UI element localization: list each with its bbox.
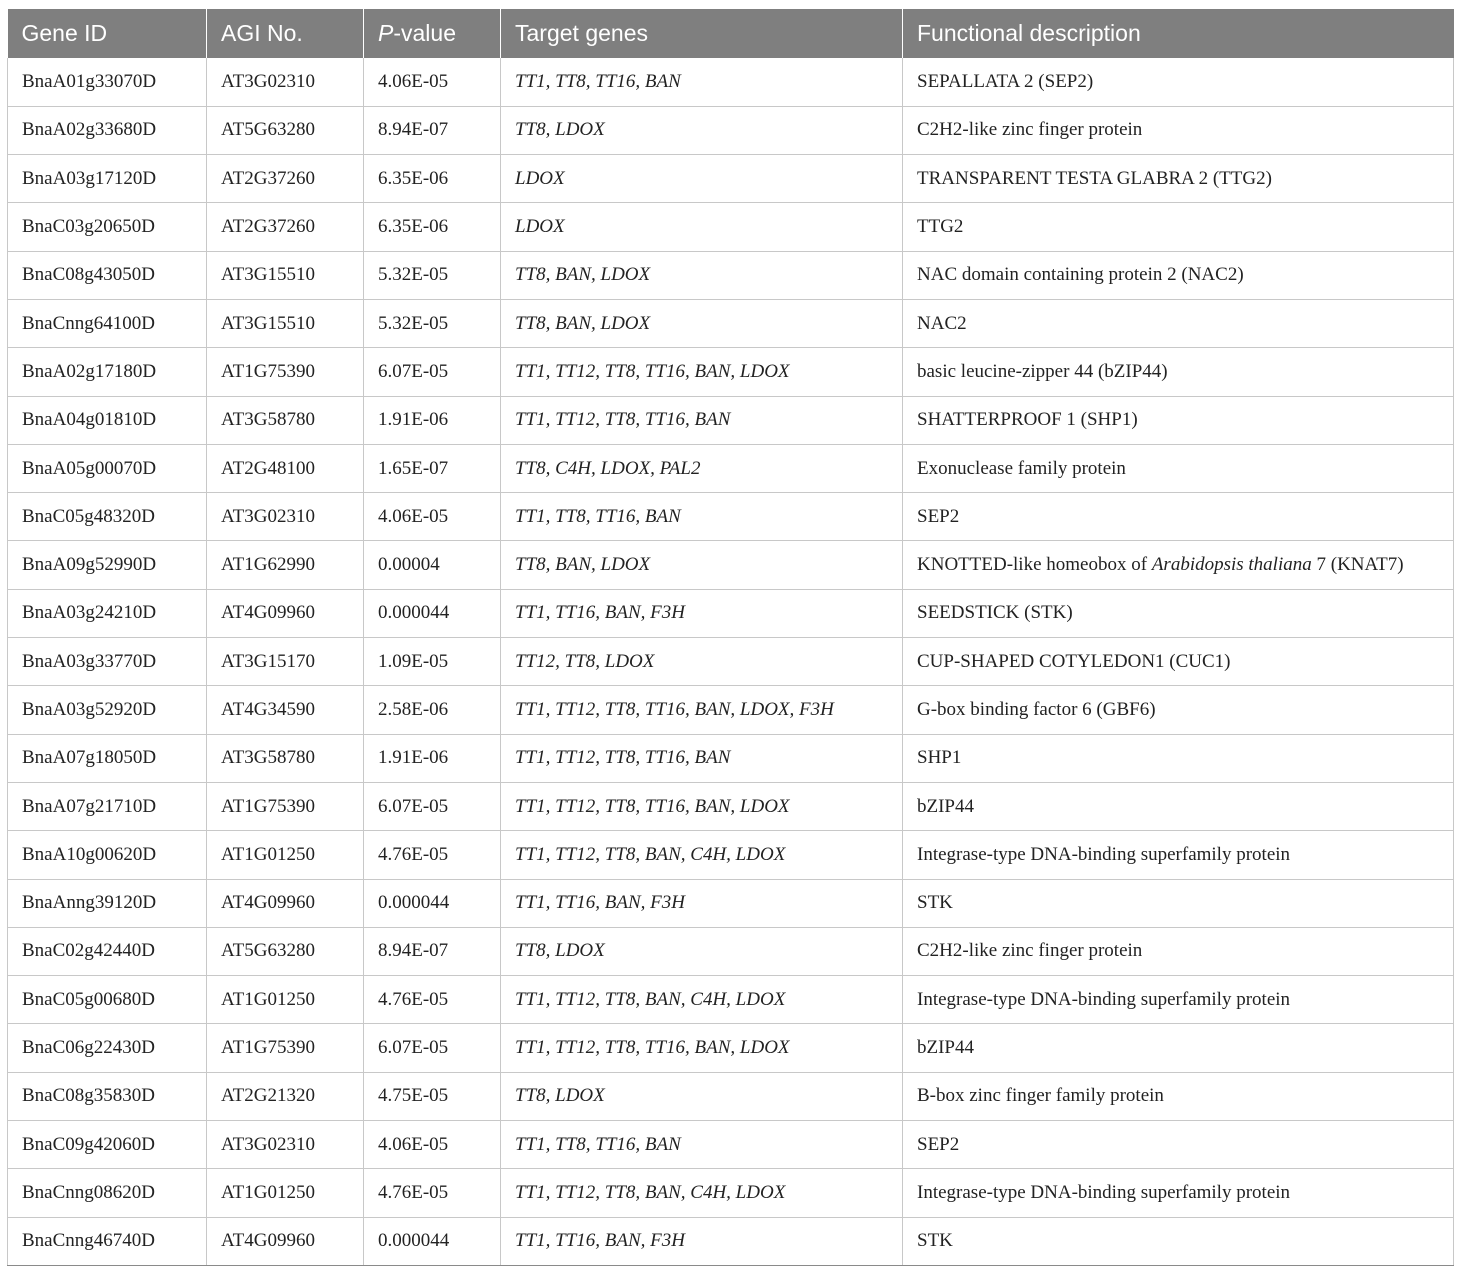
cell-functional-description <box>903 686 1454 734</box>
cell-gene-id: BnaA04g01810D <box>8 396 207 444</box>
cell-functional-description <box>903 493 1454 541</box>
description-text: bZIP44 <box>917 1037 974 1059</box>
cell-functional-description <box>903 734 1454 782</box>
cell-agi-no: AT3G15510 <box>207 299 364 347</box>
description-text: NAC2 <box>917 312 967 334</box>
cell-gene-id: BnaA02g33680D <box>8 106 207 154</box>
cell-gene-id: BnaA02g17180D <box>8 348 207 396</box>
cell-p-value: 5.32E-05 <box>364 299 501 347</box>
header-gene-id: Gene ID <box>8 9 207 58</box>
cell-p-value: 8.94E-07 <box>364 106 501 154</box>
description-text: bZIP44 <box>917 795 974 817</box>
cell-gene-id: BnaA07g21710D <box>8 782 207 830</box>
cell-functional-description <box>903 782 1454 830</box>
table-row <box>8 1217 1454 1265</box>
cell-functional-description <box>903 831 1454 879</box>
cell-gene-id: BnaAnng39120D <box>8 879 207 927</box>
cell-agi-no: AT3G15510 <box>207 251 364 299</box>
cell-functional-description <box>903 1024 1454 1072</box>
cell-functional-description <box>903 251 1454 299</box>
cell-functional-description <box>903 638 1454 686</box>
table-row <box>8 686 1454 734</box>
cell-agi-no: AT1G75390 <box>207 348 364 396</box>
cell-agi-no: AT2G48100 <box>207 444 364 492</box>
table-row <box>8 348 1454 396</box>
cell-p-value: 6.07E-05 <box>364 1024 501 1072</box>
cell-p-value: 0.000044 <box>364 589 501 637</box>
cell-target-genes: TT1, TT16, BAN, F3H <box>501 879 903 927</box>
cell-gene-id: BnaC02g42440D <box>8 927 207 975</box>
table-row <box>8 396 1454 444</box>
cell-agi-no: AT5G63280 <box>207 927 364 975</box>
cell-target-genes: TT8, LDOX <box>501 1072 903 1120</box>
table-row <box>8 927 1454 975</box>
cell-functional-description <box>903 1121 1454 1169</box>
table-row <box>8 58 1454 106</box>
cell-gene-id: BnaA10g00620D <box>8 831 207 879</box>
table-row <box>8 541 1454 589</box>
description-text: basic leucine-zipper 44 (bZIP44) <box>917 360 1168 382</box>
table-row <box>8 1072 1454 1120</box>
cell-p-value: 4.75E-05 <box>364 1072 501 1120</box>
cell-p-value: 2.58E-06 <box>364 686 501 734</box>
cell-target-genes: TT1, TT8, TT16, BAN <box>501 493 903 541</box>
table-row <box>8 1121 1454 1169</box>
table-row <box>8 1169 1454 1217</box>
table-row <box>8 976 1454 1024</box>
cell-target-genes: TT1, TT12, TT8, BAN, C4H, LDOX <box>501 1169 903 1217</box>
cell-functional-description <box>903 1217 1454 1265</box>
cell-functional-description <box>903 444 1454 492</box>
table-row <box>8 251 1454 299</box>
cell-p-value: 0.00004 <box>364 541 501 589</box>
table-row <box>8 155 1454 203</box>
cell-functional-description <box>903 396 1454 444</box>
header-target-genes: Target genes <box>501 9 903 58</box>
description-text: STK <box>917 1230 953 1252</box>
description-text: B-box zinc finger family protein <box>917 1085 1164 1107</box>
description-text: Integrase-type DNA-binding superfamily protein <box>917 843 1291 865</box>
description-text: NAC domain containing protein 2 (NAC2) <box>917 264 1244 286</box>
cell-target-genes: TT1, TT12, TT8, TT16, BAN, LDOX <box>501 1024 903 1072</box>
cell-agi-no: AT1G62990 <box>207 541 364 589</box>
cell-agi-no: AT2G37260 <box>207 203 364 251</box>
cell-p-value: 1.91E-06 <box>364 396 501 444</box>
cell-gene-id: BnaA03g24210D <box>8 589 207 637</box>
header-row <box>8 9 1454 58</box>
header-functional-description: Functional description <box>903 9 1454 58</box>
cell-gene-id: BnaA05g00070D <box>8 444 207 492</box>
cell-target-genes: TT8, BAN, LDOX <box>501 299 903 347</box>
cell-gene-id: BnaC08g35830D <box>8 1072 207 1120</box>
cell-target-genes: TT8, LDOX <box>501 927 903 975</box>
cell-target-genes: TT8, C4H, LDOX, PAL2 <box>501 444 903 492</box>
cell-gene-id: BnaC05g00680D <box>8 976 207 1024</box>
cell-functional-description <box>903 1072 1454 1120</box>
cell-p-value: 0.000044 <box>364 879 501 927</box>
cell-target-genes: TT1, TT8, TT16, BAN <box>501 58 903 106</box>
cell-agi-no: AT4G09960 <box>207 1217 364 1265</box>
cell-agi-no: AT1G01250 <box>207 831 364 879</box>
table-row <box>8 589 1454 637</box>
cell-agi-no: AT1G01250 <box>207 1169 364 1217</box>
cell-functional-description <box>903 299 1454 347</box>
cell-agi-no: AT3G58780 <box>207 396 364 444</box>
description-text: TTG2 <box>917 216 964 238</box>
cell-target-genes: TT8, BAN, LDOX <box>501 251 903 299</box>
cell-functional-description <box>903 589 1454 637</box>
description-text: SEP2 <box>917 505 960 527</box>
table-header <box>8 9 1454 58</box>
cell-p-value: 4.06E-05 <box>364 493 501 541</box>
cell-agi-no: AT1G01250 <box>207 976 364 1024</box>
cell-target-genes: TT1, TT16, BAN, F3H <box>501 1217 903 1265</box>
cell-p-value: 6.07E-05 <box>364 782 501 830</box>
cell-target-genes: TT1, TT12, TT8, BAN, C4H, LDOX <box>501 976 903 1024</box>
cell-p-value: 8.94E-07 <box>364 927 501 975</box>
cell-agi-no: AT1G75390 <box>207 782 364 830</box>
cell-functional-description <box>903 879 1454 927</box>
cell-p-value: 1.91E-06 <box>364 734 501 782</box>
description-species-italic: Arabidopsis thaliana <box>1151 554 1312 576</box>
description-text: G-box binding factor 6 (GBF6) <box>917 699 1156 720</box>
header-p-italic: P <box>378 20 394 46</box>
description-text: SEP2 <box>917 1133 960 1155</box>
table-row <box>8 203 1454 251</box>
table-row <box>8 879 1454 927</box>
description-text: C2H2-like zinc finger protein <box>917 940 1143 962</box>
cell-agi-no: AT3G02310 <box>207 1121 364 1169</box>
cell-gene-id: BnaA03g33770D <box>8 638 207 686</box>
cell-agi-no: AT2G21320 <box>207 1072 364 1120</box>
cell-target-genes: TT1, TT12, TT8, TT16, BAN <box>501 396 903 444</box>
cell-gene-id: BnaCnng64100D <box>8 299 207 347</box>
cell-agi-no: AT3G02310 <box>207 58 364 106</box>
cell-agi-no: AT4G09960 <box>207 589 364 637</box>
cell-agi-no: AT5G63280 <box>207 106 364 154</box>
description-text: SHP1 <box>917 747 962 769</box>
cell-functional-description <box>903 58 1454 106</box>
cell-gene-id: BnaC09g42060D <box>8 1121 207 1169</box>
cell-gene-id: BnaC05g48320D <box>8 493 207 541</box>
cell-p-value: 4.06E-05 <box>364 58 501 106</box>
description-text: 7 (KNAT7) <box>1311 554 1404 576</box>
table-body <box>8 58 1454 1265</box>
table-container <box>7 9 1453 1266</box>
cell-functional-description <box>903 155 1454 203</box>
cell-agi-no: AT1G75390 <box>207 1024 364 1072</box>
cell-p-value: 4.76E-05 <box>364 1169 501 1217</box>
description-text: C2H2-like zinc finger protein <box>917 119 1143 141</box>
cell-functional-description <box>903 203 1454 251</box>
table-row <box>8 493 1454 541</box>
cell-gene-id: BnaC08g43050D <box>8 251 207 299</box>
gene-table <box>7 9 1454 1266</box>
table-row <box>8 299 1454 347</box>
table-row <box>8 444 1454 492</box>
cell-target-genes: TT1, TT8, TT16, BAN <box>501 1121 903 1169</box>
cell-p-value: 4.76E-05 <box>364 976 501 1024</box>
cell-gene-id: BnaA01g33070D <box>8 58 207 106</box>
description-text: SEEDSTICK (STK) <box>917 602 1073 624</box>
cell-target-genes: LDOX <box>501 155 903 203</box>
cell-gene-id: BnaA03g17120D <box>8 155 207 203</box>
header-p-value <box>364 9 501 58</box>
cell-target-genes: TT1, TT12, TT8, BAN, C4H, LDOX <box>501 831 903 879</box>
cell-p-value: 4.06E-05 <box>364 1121 501 1169</box>
description-text: Integrase-type DNA-binding superfamily protein <box>917 1181 1291 1203</box>
cell-p-value: 1.65E-07 <box>364 444 501 492</box>
table-row <box>8 782 1454 830</box>
header-p-rest: -value <box>393 20 456 46</box>
cell-target-genes: TT1, TT12, TT8, TT16, BAN, LDOX <box>501 782 903 830</box>
cell-gene-id: BnaA07g18050D <box>8 734 207 782</box>
cell-target-genes: TT1, TT12, TT8, TT16, BAN <box>501 734 903 782</box>
cell-functional-description <box>903 348 1454 396</box>
cell-agi-no: AT3G58780 <box>207 734 364 782</box>
cell-p-value: 6.35E-06 <box>364 155 501 203</box>
table-row <box>8 831 1454 879</box>
description-text: SHATTERPROOF 1 (SHP1) <box>917 409 1138 431</box>
cell-functional-description <box>903 1169 1454 1217</box>
description-text: KNOTTED-like homeobox of <box>917 554 1152 576</box>
description-text: Exonuclease family protein <box>917 457 1126 479</box>
cell-target-genes: LDOX <box>501 203 903 251</box>
cell-p-value: 6.35E-06 <box>364 203 501 251</box>
table-row <box>8 1024 1454 1072</box>
table-row <box>8 638 1454 686</box>
description-text: STK <box>917 892 953 914</box>
cell-agi-no: AT3G15170 <box>207 638 364 686</box>
cell-functional-description <box>903 541 1454 589</box>
cell-p-value: 0.000044 <box>364 1217 501 1265</box>
cell-target-genes: TT1, TT12, TT8, TT16, BAN, LDOX <box>501 348 903 396</box>
cell-p-value: 4.76E-05 <box>364 831 501 879</box>
cell-target-genes: TT8, LDOX <box>501 106 903 154</box>
table-row <box>8 106 1454 154</box>
cell-target-genes: TT1, TT16, BAN, F3H <box>501 589 903 637</box>
cell-gene-id: BnaC06g22430D <box>8 1024 207 1072</box>
header-agi-no: AGI No. <box>207 9 364 58</box>
cell-gene-id: BnaC03g20650D <box>8 203 207 251</box>
table-row <box>8 734 1454 782</box>
cell-agi-no: AT2G37260 <box>207 155 364 203</box>
cell-gene-id: BnaA09g52990D <box>8 541 207 589</box>
description-text: Integrase-type DNA-binding superfamily protein <box>917 988 1291 1010</box>
cell-p-value: 1.09E-05 <box>364 638 501 686</box>
cell-agi-no: AT4G09960 <box>207 879 364 927</box>
cell-gene-id: BnaA03g52920D <box>8 686 207 734</box>
cell-target-genes: TT12, TT8, LDOX <box>501 638 903 686</box>
cell-target-genes: TT8, BAN, LDOX <box>501 541 903 589</box>
description-text: SEPALLATA 2 (SEP2) <box>917 70 1094 92</box>
cell-functional-description <box>903 927 1454 975</box>
cell-agi-no: AT3G02310 <box>207 493 364 541</box>
cell-target-genes: TT1, TT12, TT8, TT16, BAN, LDOX, F3H <box>501 686 903 734</box>
cell-p-value: 6.07E-05 <box>364 348 501 396</box>
cell-gene-id: BnaCnng46740D <box>8 1217 207 1265</box>
cell-agi-no: AT4G34590 <box>207 686 364 734</box>
cell-gene-id: BnaCnng08620D <box>8 1169 207 1217</box>
cell-functional-description <box>903 976 1454 1024</box>
description-text: TRANSPARENT TESTA GLABRA 2 (TTG2) <box>917 167 1272 189</box>
cell-p-value: 5.32E-05 <box>364 251 501 299</box>
cell-functional-description <box>903 106 1454 154</box>
description-text: CUP-SHAPED COTYLEDON1 (CUC1) <box>917 650 1231 672</box>
